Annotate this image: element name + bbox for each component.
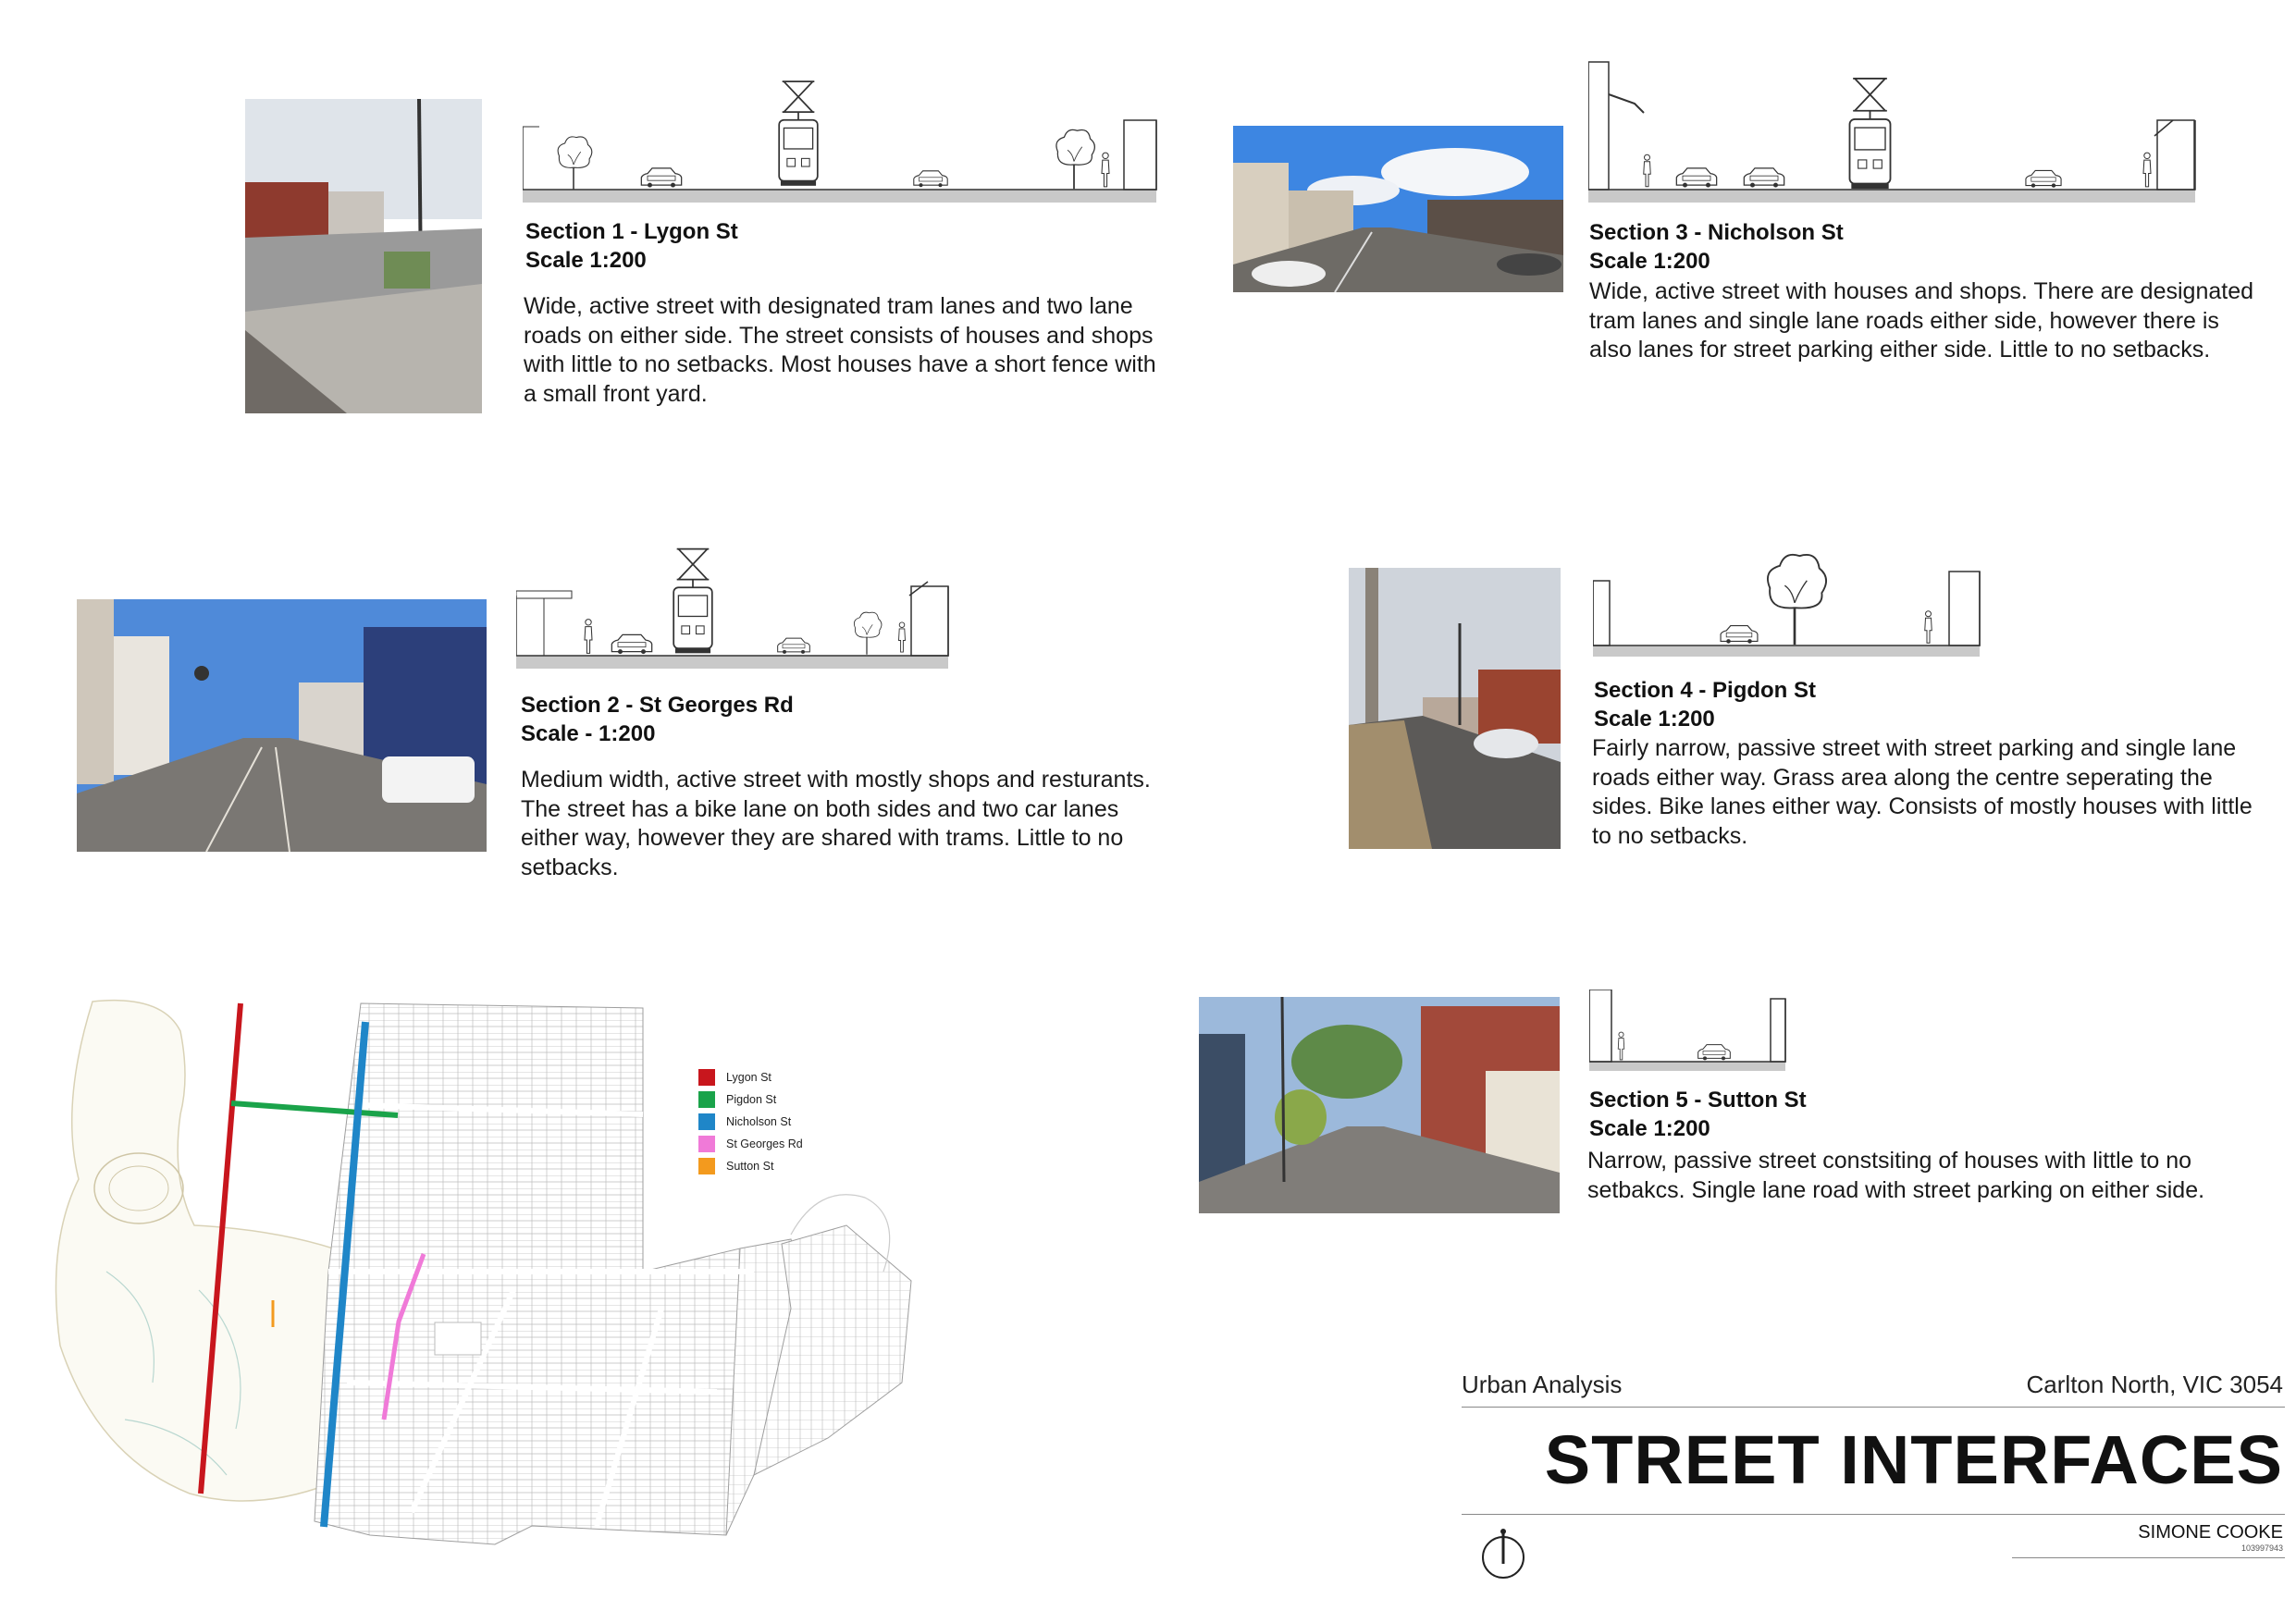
section-3-description: Wide, active street with houses and shops. There are designated tram lanes and single lane roads either side, however there is also lanes for street parking either side. Little to no setbacks. [1589,278,2254,363]
section-4-description: Fairly narrow, passive street with street parking and single lane roads either way. Grass area along the centre seperating the sides. Bike lanes either way. Consists of mostly houses with little to no setbacks. [1592,735,2253,849]
section-2-title: Section 2 - St Georges Rd [521,693,794,718]
legend-label: Lygon St [726,1071,772,1084]
section-5-description: Narrow, passive street constsiting of houses with little to no setbakcs. Single lane road with street parking on either side. [1587,1148,2205,1203]
legend-item [698,1111,803,1133]
location-label: Carlton North, VIC 3054 [2026,1371,2283,1398]
section-drawing-3 [1588,57,2199,210]
legend-label: Sutton St [726,1160,774,1173]
section-5-title: Section 5 - Sutton St [1589,1088,1807,1113]
legend-label: Nicholson St [726,1115,792,1128]
photo-st-georges-rd [77,599,487,852]
legend-item [698,1066,803,1088]
section-1-scale: Scale 1:200 [525,248,647,273]
section-5-scale: Scale 1:200 [1589,1116,1710,1141]
legend-item [698,1155,803,1177]
student-id: 103997943 [2240,1543,2283,1553]
map-legend [698,1066,803,1177]
section-1-title: Section 1 - Lygon St [525,219,738,244]
title-rule-top [1462,1407,2285,1408]
north-arrow-icon [1480,1527,1526,1582]
section-drawing-4 [1593,544,1981,664]
section-1-description: Wide, active street with designated tram lanes and two lane roads on either side. The street consists of houses and shops with little to no setbacks. Most houses have a short fence with a small front yard. [524,293,1156,407]
photo-sutton-st [1199,997,1560,1213]
section-4-title: Section 4 - Pigdon St [1594,678,1817,703]
legend-swatch [698,1113,715,1130]
author-rule [2012,1557,2285,1558]
legend-swatch [698,1069,715,1086]
legend-swatch [698,1091,715,1108]
legend-label: Pigdon St [726,1093,777,1106]
photo-pigdon-st [1349,568,1561,849]
legend-item [698,1088,803,1111]
park-outline [56,1001,350,1501]
legend-item [698,1133,803,1155]
subject-label: Urban Analysis [1462,1371,1623,1398]
page-title: STREET INTERFACES [1544,1421,2283,1498]
photo-lygon-st [245,99,482,413]
photo-nicholson-st [1233,126,1563,292]
legend-swatch [698,1158,715,1174]
street-map [51,994,939,1549]
section-4-scale: Scale 1:200 [1594,707,1715,732]
section-drawing-1 [523,76,1161,210]
author-name: SIMONE COOKE [2138,1522,2283,1543]
section-3-title: Section 3 - Nicholson St [1589,220,1844,245]
section-2-description: Medium width, active street with mostly shops and resturants. The street has a bike lane on both sides and two car lanes either way, however they are shared with trams. Little to no setbacks. [521,767,1151,880]
section-2-scale: Scale - 1:200 [521,721,656,746]
legend-swatch [698,1136,715,1152]
section-3-scale: Scale 1:200 [1589,249,1710,274]
section-drawing-2 [516,545,951,679]
title-rule-bottom [1462,1514,2285,1515]
section-drawing-5 [1589,990,1788,1082]
legend-label: St Georges Rd [726,1137,803,1150]
